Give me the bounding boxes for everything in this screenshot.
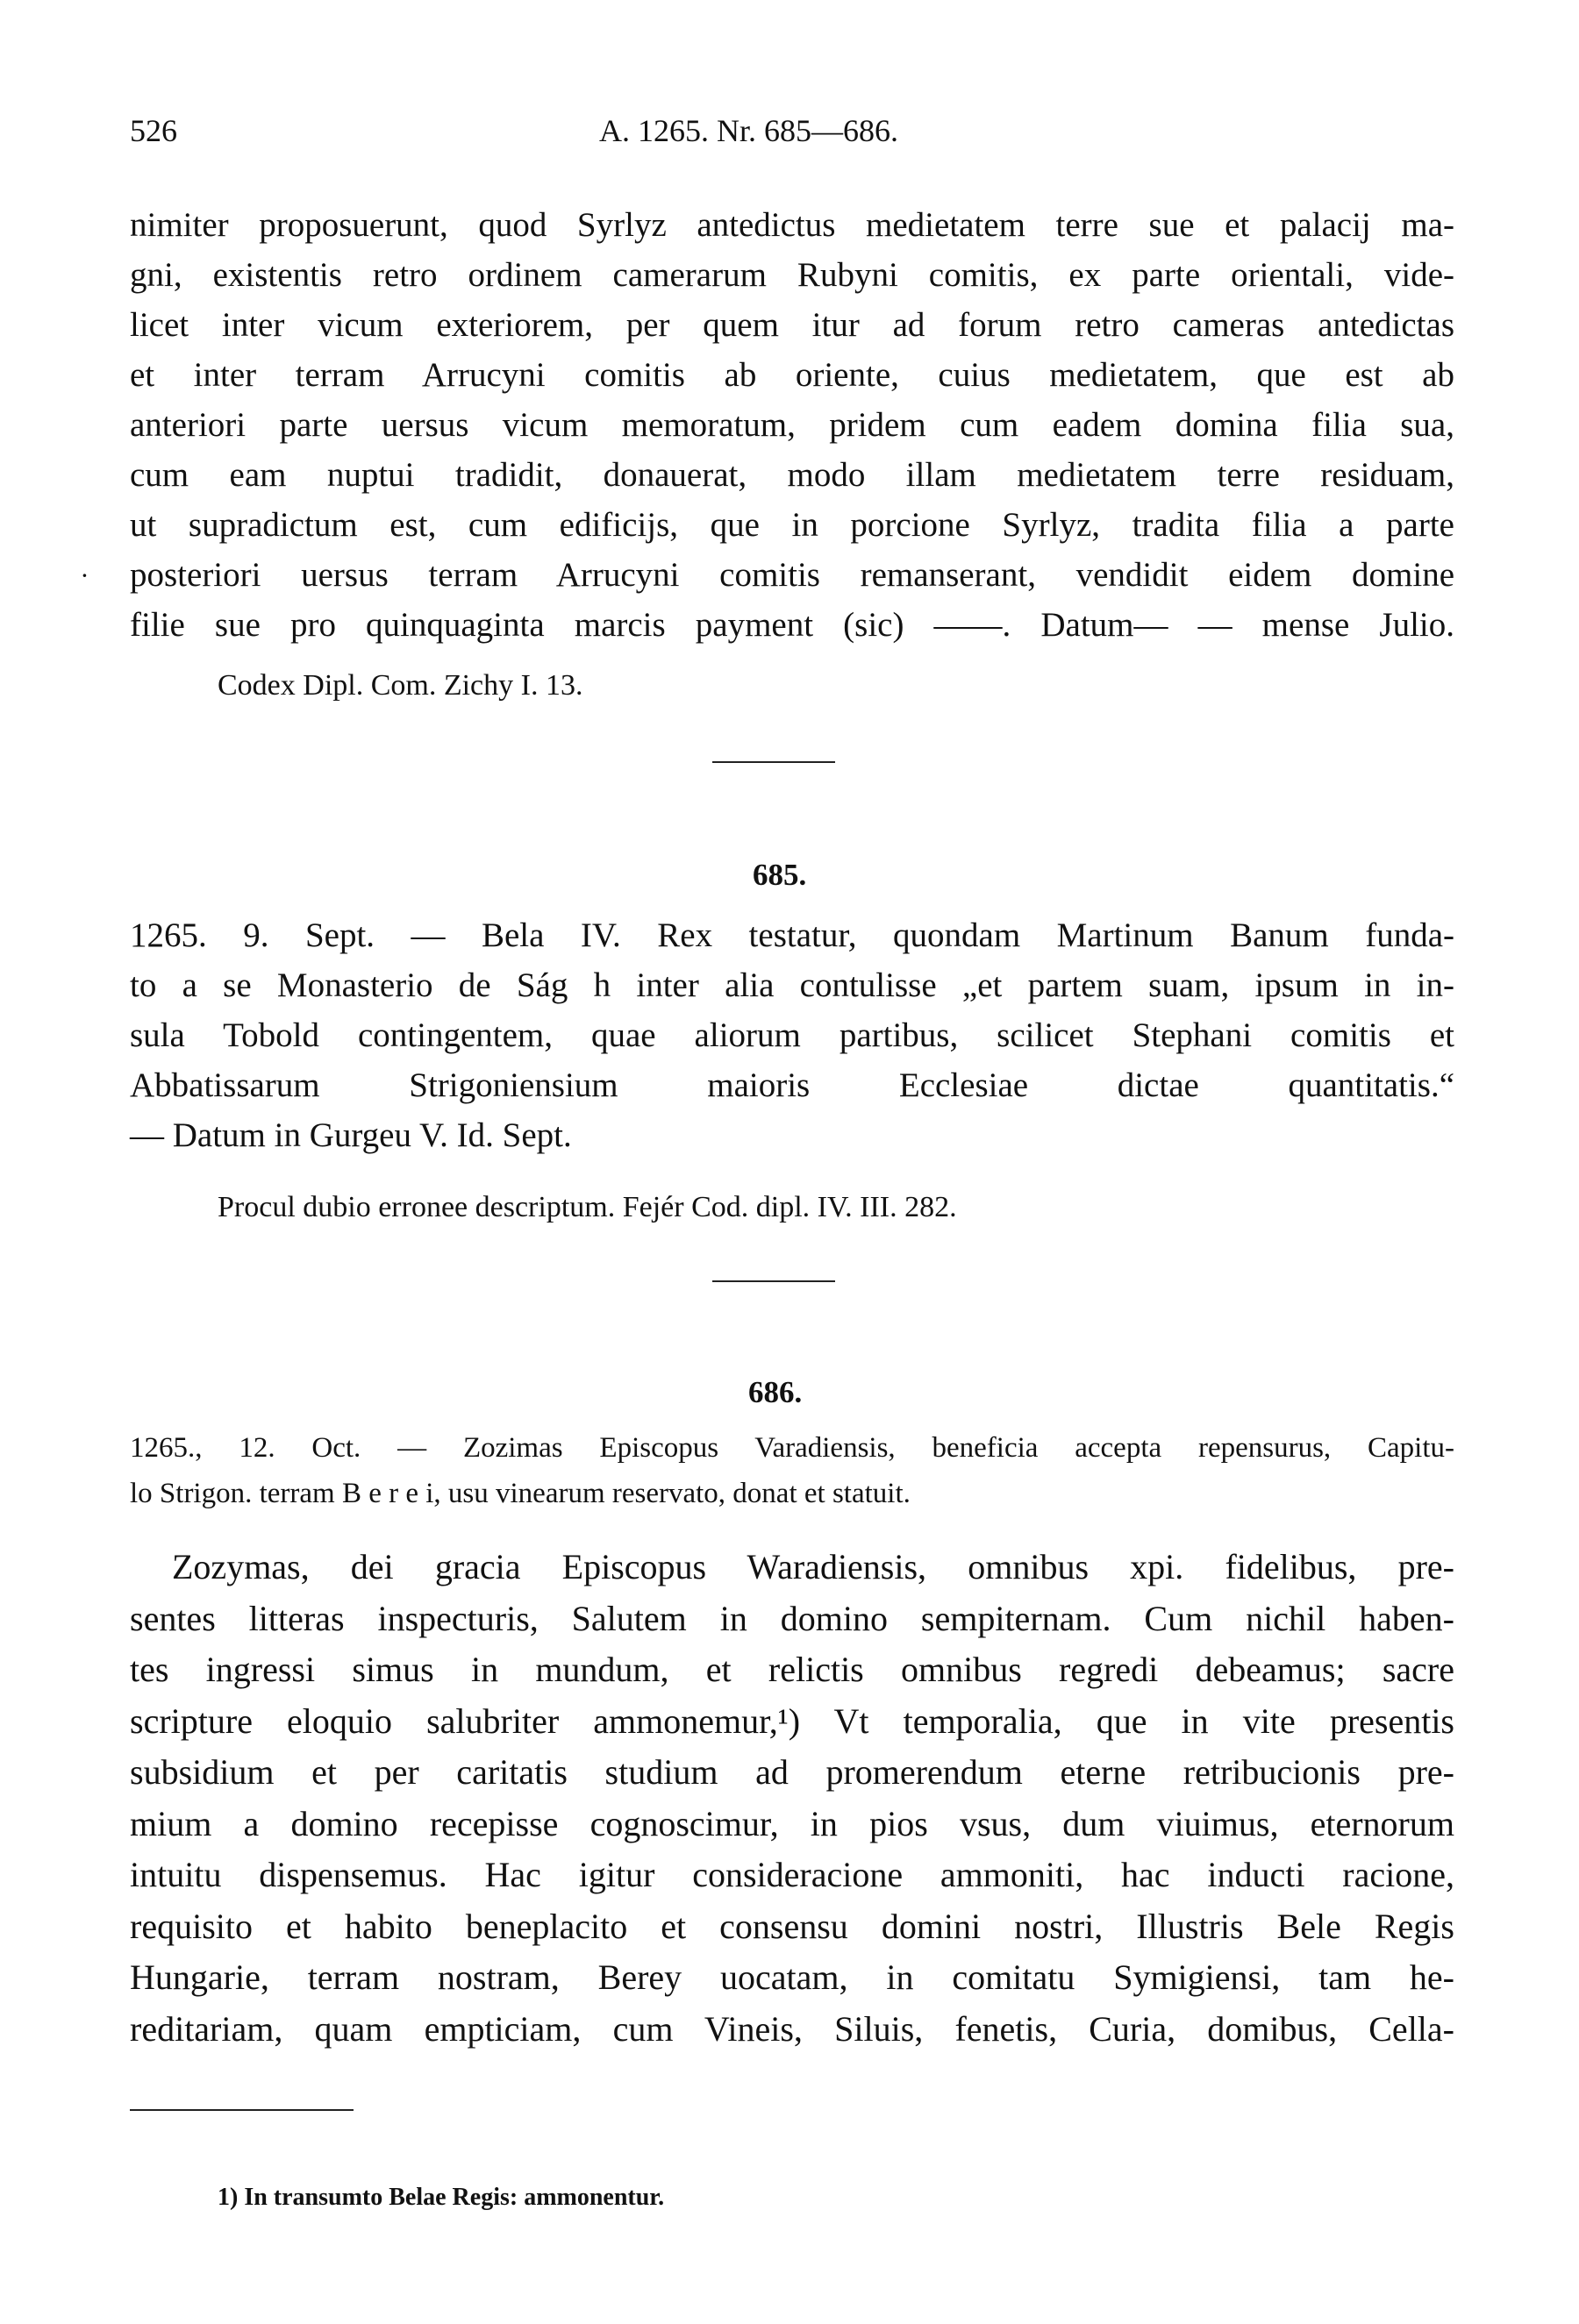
text-line: licet inter vicum exteriorem, per quem itur ad forum retro cameras antedictas xyxy=(130,306,1454,344)
running-head: A. 1265. Nr. 685—686. xyxy=(599,113,898,148)
text-line: mium a domino recepisse cognoscimur, in pios vsus, dum viuimus, eternorum xyxy=(130,1803,1454,1843)
section-divider xyxy=(712,761,835,763)
text-line: gni, existentis retro ordinem camerarum Rubyni comitis, ex parte orientali, vide- xyxy=(130,256,1454,294)
entry-686-summary xyxy=(130,1425,1454,1516)
text-line: tes ingressi simus in mundum, et relictis omnibus regredi debeamus; sacre xyxy=(130,1650,1454,1689)
text-line: to a se Monasterio de Ság h inter alia contulisse „et partem suam, ipsum in in- xyxy=(130,966,1454,1004)
margin-mark: · xyxy=(81,561,89,590)
text-line: filie sue pro quinquaginta marcis payment (sic) ——. Datum— — mense Julio. xyxy=(130,606,1454,644)
text-line: cum eam nuptui tradidit, donauerat, modo illam medietatem terre residuam, xyxy=(130,456,1454,494)
text-line: 1265. 9. Sept. — Bela IV. Rex testatur, quondam Martinum Banum funda- xyxy=(130,916,1454,954)
entry-number: 686. xyxy=(748,1375,803,1409)
text-line: posteriori uersus terram Arrucyni comitis remanserant, vendidit eidem domine xyxy=(130,556,1454,594)
text-line: sula Tobold contingentem, quae aliorum partibus, scilicet Stephani comitis et xyxy=(130,1016,1454,1054)
page-header xyxy=(130,112,1446,156)
entry-684-tail-text xyxy=(130,200,1454,650)
text-line: 1265., 12. Oct. — Zozimas Episcopus Varadiensis, beneficia accepta repensurus, Capitu- xyxy=(130,1432,1454,1464)
text-line: anteriori parte uersus vicum memoratum, pridem cum eadem domina filia sua, xyxy=(130,406,1454,444)
footnote-rule xyxy=(130,2109,354,2111)
text-line: subsidium et per caritatis studium ad promerendum eterne retribucionis pre- xyxy=(130,1752,1454,1792)
source-citation: Procul dubio erronee descriptum. Fejér Cod. dipl. IV. III. 282. xyxy=(218,1191,957,1223)
text-line: sentes litteras inspecturis, Salutem in domino sempiternam. Cum nichil haben- xyxy=(130,1598,1454,1638)
section-divider xyxy=(712,1280,835,1282)
text-line: — Datum in Gurgeu V. Id. Sept. xyxy=(130,1116,572,1154)
text-line: lo Strigon. terram B e r e i, usu vinearum reservato, donat et statuit. xyxy=(130,1478,911,1509)
entry-686-charter-text xyxy=(130,1542,1454,2055)
text-line: requisito et habito beneplacito et consensu domini nostri, Illustris Bele Regis xyxy=(130,1906,1454,1946)
page-number: 526 xyxy=(130,113,177,148)
text-line: Hungarie, terram nostram, Berey uocatam, in comitatu Symigiensi, tam he- xyxy=(130,1957,1454,1997)
text-line: ut supradictum est, cum edificijs, que in porcione Syrlyz, tradita filia a parte xyxy=(130,506,1454,544)
entry-number: 685. xyxy=(753,858,807,892)
text-line: Zozymas, dei gracia Episcopus Waradiensis, omnibus xpi. fidelibus, pre- xyxy=(172,1547,1454,1586)
text-line: scripture eloquio salubriter ammonemur,¹) Vt temporalia, que in vite presentis xyxy=(130,1700,1454,1741)
text-line: Abbatissarum Strigoniensium maioris Ecclesiae dictae quantitatis.“ xyxy=(130,1066,1454,1104)
text-line: intuitu dispensemus. Hac igitur consideracione ammoniti, hac inducti racione, xyxy=(130,1855,1454,1894)
footnote: 1) In transumto Belae Regis: ammonentur. xyxy=(218,2184,665,2211)
text-line: reditariam, quam empticiam, cum Vineis, Siluis, fenetis, Curia, domibus, Cella- xyxy=(130,2008,1454,2049)
source-citation: Codex Dipl. Com. Zichy I. 13. xyxy=(218,669,583,702)
entry-685-text xyxy=(130,910,1454,1160)
text-line: et inter terram Arrucyni comitis ab oriente, cuius medietatem, que est ab xyxy=(130,356,1454,394)
text-line: nimiter proposuerunt, quod Syrlyz antedictus medietatem terre sue et palacij ma- xyxy=(130,206,1454,244)
